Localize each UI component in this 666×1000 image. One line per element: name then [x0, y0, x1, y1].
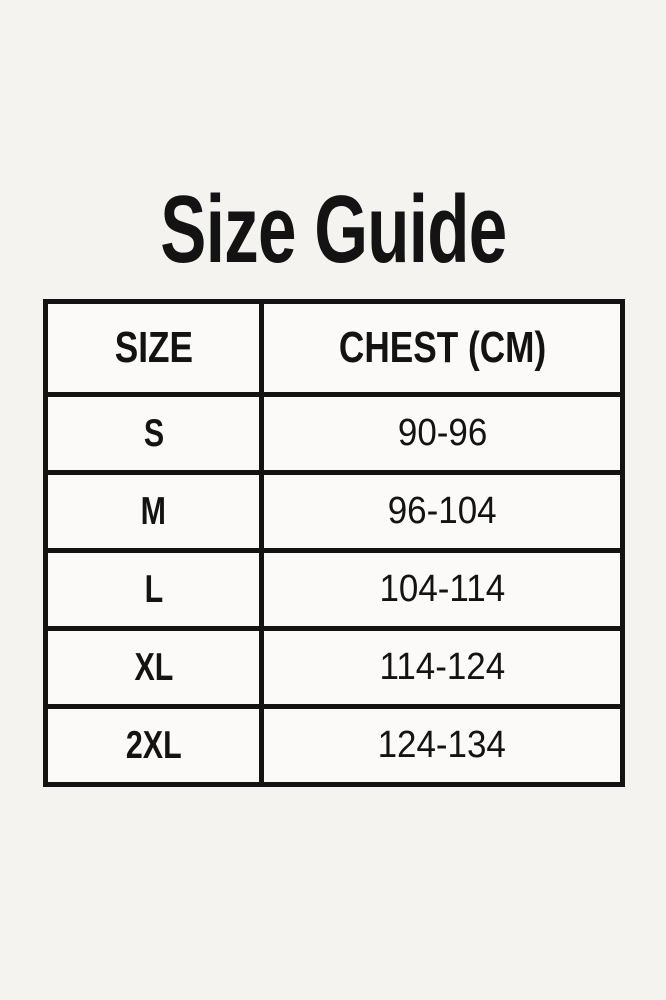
table-row	[46, 551, 623, 629]
table-row	[46, 473, 623, 551]
column-header-size: SIZE	[46, 302, 262, 395]
size-value: M	[46, 473, 262, 551]
chest-range-value: 90-96	[262, 395, 623, 473]
table-row	[46, 629, 623, 707]
size-guide-table	[43, 299, 625, 787]
chest-range-value: 114-124	[262, 629, 623, 707]
page-title: Size Guide	[159, 176, 507, 283]
table-header-row	[46, 302, 623, 395]
table-row	[46, 707, 623, 785]
size-value: XL	[46, 629, 262, 707]
chest-range-value: 104-114	[262, 551, 623, 629]
table-row	[46, 395, 623, 473]
size-value: L	[46, 551, 262, 629]
chest-range-value: 124-134	[262, 707, 623, 785]
column-header-chest: CHEST (CM)	[262, 302, 623, 395]
size-value: S	[46, 395, 262, 473]
size-value: 2XL	[46, 707, 262, 785]
chest-range-value: 96-104	[262, 473, 623, 551]
